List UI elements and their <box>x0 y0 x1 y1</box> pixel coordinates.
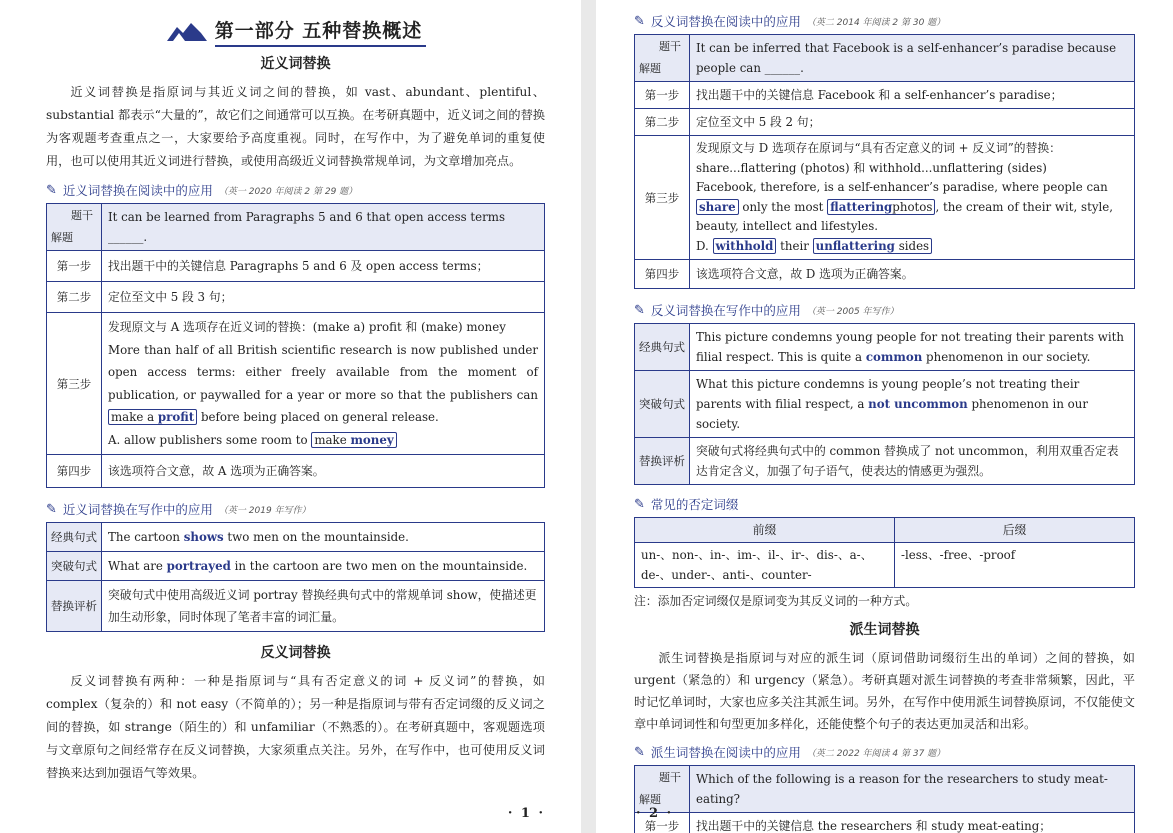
source-text: , the cream of their wit, style, beauty, intellect and lifestyles. <box>696 199 1113 233</box>
sentence-text: phenomenon in our society. <box>696 397 1089 431</box>
box-text: sides <box>898 238 930 253</box>
source-text: More than half of all British scientific research is now published under open access terms: either freely available from the moment of publication, or paywalled for a year or more so that the publishers can <box>108 342 538 402</box>
negative-affix-table <box>634 517 1135 588</box>
synonym-reading-table <box>46 203 545 488</box>
keyword: shows <box>183 530 224 544</box>
step-label: 第二步 <box>635 109 690 136</box>
step-text: 定位至文中 5 段 3 句； <box>102 282 545 313</box>
row-label: 经典句式 <box>47 523 102 552</box>
step-label: 第一步 <box>47 251 102 282</box>
highlight-box <box>827 199 935 215</box>
subheading-negative-affixes <box>634 495 1135 513</box>
section-title-antonym: 反义词替换 <box>260 645 331 661</box>
antonym-reading-table <box>634 34 1135 289</box>
keyword: profit <box>157 410 195 424</box>
subheading-text: 反义词替换在阅读中的应用 <box>650 14 801 29</box>
pen-icon: ✎ <box>634 496 645 512</box>
keyword: flattering <box>830 199 893 214</box>
suffix-list: -less、-free、-proof <box>895 543 1135 588</box>
subheading-text: 反义词替换在写作中的应用 <box>650 303 801 318</box>
step3-content <box>690 136 1135 260</box>
step-text: 该选项符合文意，故 D 选项为正确答案。 <box>690 260 1135 289</box>
highlight-box: share <box>696 199 739 215</box>
corner-bottom-label: 解题 <box>639 62 661 75</box>
pen-icon: ✎ <box>46 501 57 517</box>
highlight-box: withhold <box>713 238 777 254</box>
main-title <box>46 16 545 47</box>
suffix-header: 后缀 <box>895 518 1135 543</box>
step-text: 找出题干中的关键信息 Facebook 和 a self-enhancer’s paradise； <box>690 82 1135 109</box>
classic-sentence <box>690 324 1135 371</box>
subheading-antonym-reading <box>634 12 1135 30</box>
table-corner-cell <box>635 35 690 82</box>
subheading-derivative-reading <box>634 743 1135 761</box>
prefix-header: 前缀 <box>635 518 895 543</box>
section-title-derivative: 派生词替换 <box>849 622 920 638</box>
step-text: 找出题干中的关键信息 the researchers 和 study meat-eating； <box>690 813 1135 833</box>
subheading-text: 派生词替换在阅读中的应用 <box>650 745 801 760</box>
box-text: photos <box>892 199 933 214</box>
highlight-box <box>311 432 396 448</box>
keyword: unflattering <box>815 238 895 253</box>
step-label: 第一步 <box>635 813 690 833</box>
pen-icon: ✎ <box>46 182 57 198</box>
option-text: D. <box>696 238 709 253</box>
keyword: portrayed <box>166 559 231 573</box>
main-title-text: 第一部分 五种替换概述 <box>215 16 427 47</box>
step3-intro: 发现原文与 D 选项存在原词与“具有否定意义的词 + 反义词”的替换：share...flattering (photos) 和 withhold...unflattering (sides) <box>696 141 1061 175</box>
sentence-text: The cartoon <box>108 530 181 544</box>
sentence-text: two men on the mountainside. <box>227 530 409 544</box>
sentence-text: What this picture condemns is young people’s not treating their parents with filial respect, a <box>696 377 1080 411</box>
source-text: Facebook, therefore, is a self-enhancer’s paradise, where people can <box>696 180 1108 194</box>
row-label: 突破句式 <box>635 371 690 438</box>
section-title-synonym: 近义词替换 <box>260 56 331 72</box>
improved-sentence <box>102 552 545 581</box>
box-text: make <box>314 432 347 447</box>
keyword: common <box>865 350 923 364</box>
row-label: 经典句式 <box>635 324 690 371</box>
step-label: 第四步 <box>635 260 690 289</box>
page-number: · 1 · <box>507 806 545 821</box>
box-text: make a <box>111 410 155 424</box>
corner-top-label: 题干 <box>71 209 93 222</box>
step-label: 第二步 <box>47 282 102 313</box>
keyword: not uncommon <box>868 397 968 411</box>
synonym-intro-paragraph: 近义词替换是指原词与其近义词之间的替换，如 vast、abundant、plentiful、substantial 都表示“大量的”，故它们之间通常可以互换。在考研真题中，近义词之间的替换为客观题考查重点之一，大家要给予高度重视。同时，在写作中，为了避免单词的重复使用，也可以使用其近义词进行替换，或使用高级近义词替换常规单词，为文章增加亮点。 <box>46 85 545 168</box>
subheading-note: （英一 2019 年写作） <box>218 505 311 516</box>
row-label: 替换评析 <box>47 581 102 632</box>
pen-icon: ✎ <box>634 302 645 318</box>
question-cell: It can be inferred that Facebook is a self-enhancer’s paradise because people can ______. <box>690 35 1135 82</box>
keyword: money <box>350 432 394 447</box>
question-cell: It can be learned from Paragraphs 5 and 6 that open access terms ______. <box>102 204 545 251</box>
option-text: A. allow publishers some room to <box>108 432 308 447</box>
analysis-text: 突破句式中使用高级近义词 portray 替换经典句式中的常规单词 show，使描述更加生动形象，同时体现了笔者丰富的词汇量。 <box>102 581 545 632</box>
subheading-text: 常见的否定词缀 <box>650 497 739 512</box>
pen-icon: ✎ <box>634 13 645 29</box>
sentence-text: phenomenon in our society. <box>926 350 1091 364</box>
subheading-note: （英一 2020 年阅读 2 第 29 题） <box>218 186 358 197</box>
subheading-synonym-writing <box>46 500 545 518</box>
step-label: 第四步 <box>47 455 102 488</box>
subheading-note: （英二 2022 年阅读 4 第 37 题） <box>806 748 946 759</box>
source-text: before being placed on general release. <box>201 410 439 424</box>
sentence-text: This picture condemns young people for not treating their parents with filial respect. This is quite a <box>696 330 1124 364</box>
subheading-antonym-writing <box>634 301 1135 319</box>
corner-bottom-label: 解题 <box>639 793 661 806</box>
step-label: 第三步 <box>47 313 102 455</box>
option-text: their <box>780 238 809 253</box>
corner-top-label: 题干 <box>659 40 681 53</box>
pen-icon: ✎ <box>634 744 645 760</box>
prefix-list: un-、non-、in-、im-、il-、ir-、dis-、a-、de-、under-、anti-、counter- <box>635 543 895 588</box>
page-left <box>0 0 581 833</box>
page-number: · 2 · <box>636 806 674 821</box>
page-right <box>596 0 1173 833</box>
highlight-box <box>813 238 932 254</box>
mountain-logo-icon <box>165 21 209 43</box>
row-label: 替换评析 <box>635 438 690 485</box>
derivative-reading-table <box>634 765 1135 833</box>
corner-top-label: 题干 <box>659 771 681 784</box>
table-corner-cell <box>47 204 102 251</box>
subheading-note: （英一 2005 年写作） <box>806 306 899 317</box>
classic-sentence <box>102 523 545 552</box>
derivative-intro-paragraph: 派生词替换是指原词与对应的派生词（原词借助词缀衍生出的单词）之间的替换，如 urgent（紧急的）和 urgency（紧急）。考研真题对派生词替换的考查非常频繁，因此，平时记忆单词时，大家也应多关注其派生词。另外，在写作中使用派生词替换原词，不仅能使文章中单词词性和句型更加多样化，还能使整个句子的表达更加灵活和出彩。 <box>634 651 1135 731</box>
improved-sentence <box>690 371 1135 438</box>
row-label: 突破句式 <box>47 552 102 581</box>
step-text: 该选项符合文意，故 A 选项为正确答案。 <box>102 455 545 488</box>
corner-bottom-label: 解题 <box>51 231 73 244</box>
affix-footnote: 注：添加否定词缀仅是原词变为其反义词的一种方式。 <box>634 594 918 608</box>
step3-content <box>102 313 545 455</box>
step-text: 找出题干中的关键信息 Paragraphs 5 and 6 及 open access terms； <box>102 251 545 282</box>
sentence-text: What are <box>108 559 163 573</box>
highlight-box <box>108 409 197 425</box>
step-text: 定位至文中 5 段 2 句； <box>690 109 1135 136</box>
subheading-note: （英二 2014 年阅读 2 第 30 题） <box>806 17 946 28</box>
antonym-intro-paragraph: 反义词替换有两种：一种是指原词与“具有否定意义的词 + 反义词”的替换，如 complex（复杂的）和 not easy（不简单的）；另一种是指原词与带有否定词缀的反义词之间的替换，如 strange（陌生的）和 unfamiliar（不熟悉的）。在考研真题中，客观题选项与文章原句之间经常存在反义词替换，大家须重点关注。另外，在写作中，也可使用反义词替换来达到加强语气等效果。 <box>46 674 545 780</box>
analysis-text: 突破句式将经典句式中的 common 替换成了 not uncommon，利用双重否定表达肯定含义，加强了句子语气，使表达的情感更为强烈。 <box>690 438 1135 485</box>
sentence-text: in the cartoon are two men on the mountainside. <box>234 559 528 573</box>
source-text: only the most <box>742 199 824 214</box>
step-label: 第一步 <box>635 82 690 109</box>
step-label: 第三步 <box>635 136 690 260</box>
subheading-synonym-reading <box>46 181 545 199</box>
subheading-text: 近义词替换在阅读中的应用 <box>62 183 213 198</box>
step3-intro: 发现原文与 A 选项存在近义词的替换：(make a) profit 和 (make) money <box>108 320 506 334</box>
question-cell: Which of the following is a reason for the researchers to study meat-eating? <box>690 766 1135 813</box>
antonym-writing-table <box>634 323 1135 485</box>
subheading-text: 近义词替换在写作中的应用 <box>62 502 213 517</box>
synonym-writing-table <box>46 522 545 632</box>
